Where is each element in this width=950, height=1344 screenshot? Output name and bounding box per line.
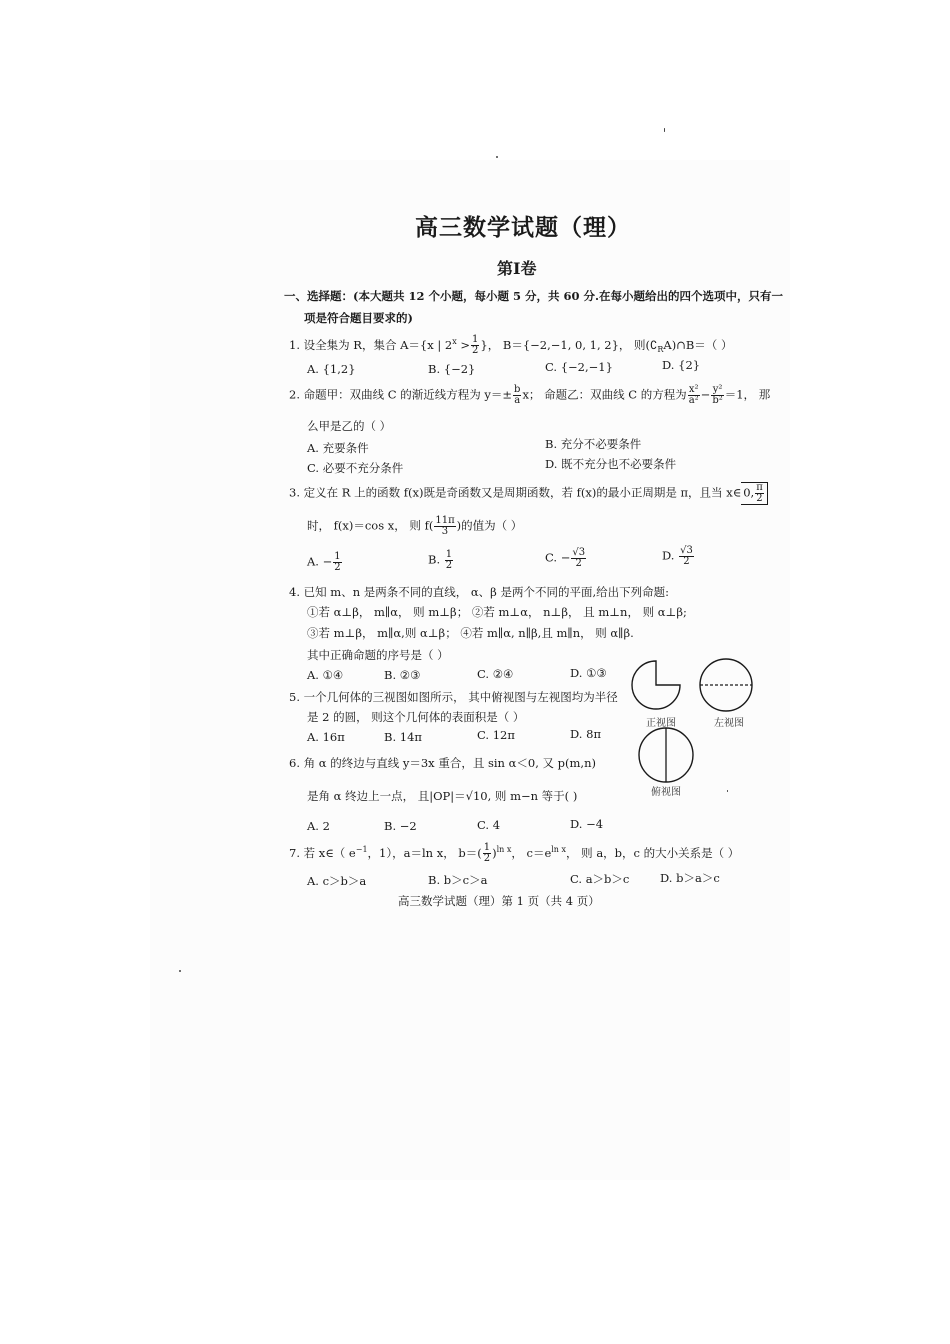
question-5-option-a: A. 16π (307, 730, 345, 744)
question-6-option-d: D. −4 (570, 817, 604, 831)
question-5-stem: 5. 一个几何体的三视图如图所示， 其中俯视图与左视图均为半径 (289, 690, 618, 704)
question-1-option-b: B. {−2} (428, 362, 476, 376)
question-6-stem-cont: 是角 α 终边上一点， 且|OP|＝√10, 则 m−n 等于( ) (307, 789, 578, 803)
interval: 0, $\frac{\pi}{2}$ (741, 482, 768, 505)
question-4-option-d: D. ①③ (570, 666, 607, 680)
question-2-option-c: C. 必要不充分条件 (307, 461, 404, 475)
question-2-stem: 2. 命题甲：双曲线 C 的渐近线方程为 y＝± $\frac{b}{a}$ x； 命题乙：双曲线 C 的方程为 $\frac{\text{x²}}{\text{a²}}$ − $\frac{\text{y²}}{\text{b²}}$ ＝1， 那 (289, 384, 771, 406)
question-5-option-b: B. 14π (384, 730, 422, 744)
scan-speck (496, 156, 498, 158)
question-4-proposition-1-2: ①若 α⊥β， m∥α， 则 m⊥β； ②若 m⊥α， n⊥β， 且 m⊥n， 则 α⊥β; (307, 605, 687, 619)
question-1-option-d: D. {2} (662, 358, 701, 372)
question-5-option-d: D. 8π (570, 727, 601, 741)
section-heading-cont: 项是符合题目要求的) (304, 311, 413, 325)
scan-speck (179, 970, 181, 972)
question-6-option-b: B. −2 (384, 819, 417, 833)
question-3-stem: 3. 定义在 R 上的函数 f(x)既是奇函数又是周期函数，若 f(x)的最小正周期是 π，且当 x∈ 0, $\frac{\pi}{2}$ (289, 482, 768, 505)
scan-speck (664, 128, 665, 132)
question-1-option-a: A. {1,2} (307, 362, 356, 376)
question-3-option-c: C. − $\frac{√3}{2}$ (545, 547, 586, 569)
question-4-prompt: 其中正确命题的序号是（ ） (307, 648, 449, 662)
question-1-option-c: C. {−2,−1} (545, 360, 613, 374)
question-1-stem: 1. 设全集为 R，集合 A＝{x | $2^x$ > $\frac{1}{2}$ }， B＝{−2,−1, 0, 1, 2}， 则$(∁_RA)\cap B=$（ ） (289, 334, 733, 357)
page-title: 高三数学试题（理） (415, 214, 631, 241)
question-5-option-c: C. 12π (477, 728, 515, 742)
question-6-option-c: C. 4 (477, 818, 501, 832)
question-4-option-b: B. ②③ (384, 668, 421, 682)
figure-label-front: 正视图 (646, 718, 676, 729)
question-5-stem-cont: 是 2 的圆， 则这个几何体的表面积是（ ） (307, 710, 525, 724)
question-4-option-a: A. ①④ (307, 668, 344, 682)
question-2-option-b: B. 充分不必要条件 (545, 437, 642, 451)
question-3-option-d: D. $\frac{√3}{2}$ (662, 545, 693, 567)
question-6-stem: 6. 角 α 的终边与直线 y＝3x 重合，且 sin α＜0, 又 p(m,n) (289, 756, 596, 770)
question-3-option-a: A. − $\frac{1}{2}$ (307, 551, 341, 573)
question-7-option-b: B. b＞c＞a (428, 873, 488, 887)
question-3-option-b: B. $\frac{1}{2}$ (428, 549, 453, 571)
question-7-stem: 7. 若 x∈（ $e^{-1}$，1），a＝ln x， b＝( $\frac{1}{2}$ )$^{ln x}$， $c=e^{ln x}$， 则 a，b，c 的大小关系是（ ） (289, 842, 740, 865)
page-subtitle: 第Ⅰ卷 (497, 259, 537, 278)
question-2-option-d: D. 既不充分也不必要条件 (545, 457, 677, 471)
page-footer: 高三数学试题（理）第 1 页（共 4 页） (398, 894, 600, 908)
question-2-stem-cont: 么甲是乙的（ ） (307, 419, 392, 433)
question-3-stem-cont: 时， f(x)＝cos x， 则 f( $\frac{11\pi}{3}$ )的值为（ ） (307, 515, 523, 537)
figure-label-left: 左视图 (714, 718, 744, 729)
question-7-option-a: A. c＞b＞a (307, 874, 367, 888)
question-4-proposition-3-4: ③若 m⊥β， m∥α,则 α⊥β； ④若 m∥α, n∥β,且 m∥n， 则 α∥β. (307, 626, 634, 640)
section-heading: 一、选择题：(本大题共 12 个小题，每小题 5 分，共 60 分.在每小题给出的四个选项中，只有一 (284, 289, 783, 303)
front-view-shape (632, 661, 680, 709)
question-7-option-c: C. a＞b＞c (570, 872, 630, 886)
question-7-option-d: D. b＞a＞c (660, 871, 720, 885)
question-4-option-c: C. ②④ (477, 667, 514, 681)
question-6-option-a: A. 2 (307, 819, 330, 833)
question-2-option-a: A. 充要条件 (307, 441, 369, 455)
figure-label-top: 俯视图 (651, 787, 681, 798)
fraction: $\frac{1}{2}$ (472, 334, 479, 357)
question-4-stem: 4. 已知 m、n 是两条不同的直线， α、β 是两个不同的平面,给出下列命题: (289, 585, 670, 599)
